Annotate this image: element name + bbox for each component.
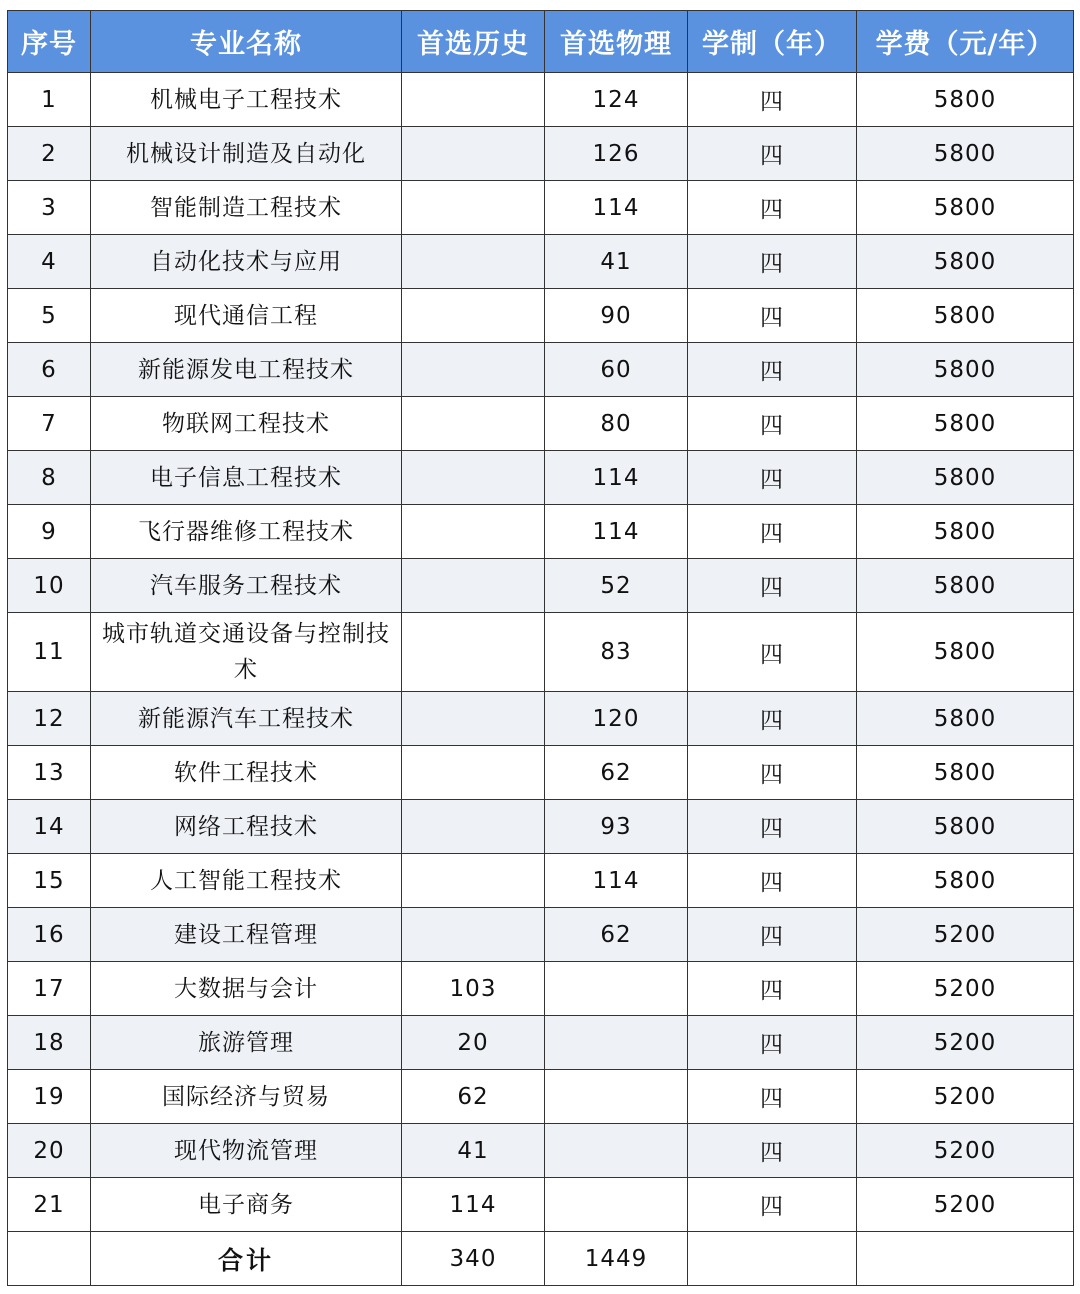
header-cell-years: 学制（年） — [688, 11, 857, 73]
row-index-cell: 2 — [8, 127, 91, 181]
fee-cell: 5200 — [857, 1124, 1074, 1178]
enrollment-table — [7, 10, 1074, 1286]
header-cell-index: 序号 — [8, 11, 91, 73]
table-row — [8, 1178, 1074, 1232]
years-cell: 四 — [688, 962, 857, 1016]
physics-count-cell: 52 — [545, 559, 688, 613]
years-cell: 四 — [688, 289, 857, 343]
row-index-cell: 21 — [8, 1178, 91, 1232]
fee-cell: 5800 — [857, 505, 1074, 559]
years-cell: 四 — [688, 1070, 857, 1124]
physics-count-cell: 114 — [545, 451, 688, 505]
total-row — [8, 1232, 1074, 1286]
major-name-cell: 软件工程技术 — [91, 746, 402, 800]
years-cell: 四 — [688, 559, 857, 613]
fee-cell: 5800 — [857, 73, 1074, 127]
history-count-cell — [402, 397, 545, 451]
row-index-cell: 17 — [8, 962, 91, 1016]
table-row — [8, 505, 1074, 559]
table-row — [8, 962, 1074, 1016]
row-index-cell: 18 — [8, 1016, 91, 1070]
table-row — [8, 181, 1074, 235]
major-name-cell: 旅游管理 — [91, 1016, 402, 1070]
physics-count-cell — [545, 962, 688, 1016]
physics-count-cell — [545, 1016, 688, 1070]
physics-count-cell: 124 — [545, 73, 688, 127]
physics-count-cell: 62 — [545, 746, 688, 800]
major-name-cell: 机械设计制造及自动化 — [91, 127, 402, 181]
physics-count-cell — [545, 1070, 688, 1124]
years-cell: 四 — [688, 1178, 857, 1232]
physics-count-cell: 114 — [545, 854, 688, 908]
years-cell: 四 — [688, 235, 857, 289]
fee-cell: 5200 — [857, 908, 1074, 962]
history-count-cell — [402, 343, 545, 397]
history-count-cell: 103 — [402, 962, 545, 1016]
table-row — [8, 559, 1074, 613]
years-cell: 四 — [688, 800, 857, 854]
fee-cell: 5800 — [857, 559, 1074, 613]
major-name-cell: 新能源汽车工程技术 — [91, 692, 402, 746]
history-count-cell — [402, 73, 545, 127]
physics-count-cell: 114 — [545, 181, 688, 235]
history-count-cell — [402, 235, 545, 289]
row-index-cell: 6 — [8, 343, 91, 397]
history-count-cell — [402, 451, 545, 505]
header-cell-history: 首选历史 — [402, 11, 545, 73]
major-name-cell: 现代通信工程 — [91, 289, 402, 343]
major-name-cell: 国际经济与贸易 — [91, 1070, 402, 1124]
fee-cell: 5800 — [857, 854, 1074, 908]
major-name-cell: 新能源发电工程技术 — [91, 343, 402, 397]
history-count-cell — [402, 692, 545, 746]
physics-count-cell: 126 — [545, 127, 688, 181]
fee-cell: 5200 — [857, 1016, 1074, 1070]
table-row — [8, 235, 1074, 289]
fee-cell: 5800 — [857, 692, 1074, 746]
history-count-cell — [402, 181, 545, 235]
years-cell: 四 — [688, 854, 857, 908]
history-count-cell — [402, 289, 545, 343]
major-name-cell: 现代物流管理 — [91, 1124, 402, 1178]
row-index-cell: 14 — [8, 800, 91, 854]
history-count-cell — [402, 800, 545, 854]
major-name-cell: 物联网工程技术 — [91, 397, 402, 451]
row-index-cell: 8 — [8, 451, 91, 505]
physics-count-cell: 114 — [545, 505, 688, 559]
header-cell-major: 专业名称 — [91, 11, 402, 73]
years-cell: 四 — [688, 343, 857, 397]
physics-count-cell: 62 — [545, 908, 688, 962]
table-row — [8, 746, 1074, 800]
row-index-cell: 9 — [8, 505, 91, 559]
row-index-cell: 19 — [8, 1070, 91, 1124]
years-cell: 四 — [688, 746, 857, 800]
major-name-cell: 电子商务 — [91, 1178, 402, 1232]
enrollment-table-container — [7, 10, 1073, 1286]
major-name-cell: 自动化技术与应用 — [91, 235, 402, 289]
fee-cell: 5200 — [857, 1178, 1074, 1232]
table-row — [8, 613, 1074, 692]
fee-cell: 5800 — [857, 343, 1074, 397]
years-cell: 四 — [688, 908, 857, 962]
physics-count-cell: 60 — [545, 343, 688, 397]
major-name-cell: 电子信息工程技术 — [91, 451, 402, 505]
major-name-cell: 飞行器维修工程技术 — [91, 505, 402, 559]
row-index-cell: 16 — [8, 908, 91, 962]
fee-cell: 5800 — [857, 127, 1074, 181]
physics-count-cell: 90 — [545, 289, 688, 343]
total-physics-cell: 1449 — [545, 1232, 688, 1286]
major-name-cell: 汽车服务工程技术 — [91, 559, 402, 613]
major-name-cell: 网络工程技术 — [91, 800, 402, 854]
years-cell: 四 — [688, 1124, 857, 1178]
table-body — [8, 73, 1074, 1286]
physics-count-cell — [545, 1124, 688, 1178]
history-count-cell — [402, 559, 545, 613]
table-row — [8, 127, 1074, 181]
major-name-cell: 机械电子工程技术 — [91, 73, 402, 127]
row-index-cell: 4 — [8, 235, 91, 289]
row-index-cell: 10 — [8, 559, 91, 613]
fee-cell: 5800 — [857, 181, 1074, 235]
row-index-cell: 11 — [8, 613, 91, 692]
fee-cell: 5800 — [857, 746, 1074, 800]
years-cell: 四 — [688, 613, 857, 692]
history-count-cell: 114 — [402, 1178, 545, 1232]
fee-cell: 5200 — [857, 962, 1074, 1016]
years-cell: 四 — [688, 692, 857, 746]
major-name-cell: 城市轨道交通设备与控制技术 — [91, 613, 402, 692]
physics-count-cell — [545, 1178, 688, 1232]
physics-count-cell: 83 — [545, 613, 688, 692]
years-cell: 四 — [688, 127, 857, 181]
table-row — [8, 289, 1074, 343]
physics-count-cell: 93 — [545, 800, 688, 854]
total-history-cell: 340 — [402, 1232, 545, 1286]
history-count-cell — [402, 854, 545, 908]
table-row — [8, 73, 1074, 127]
physics-count-cell: 41 — [545, 235, 688, 289]
physics-count-cell: 120 — [545, 692, 688, 746]
fee-cell: 5200 — [857, 1070, 1074, 1124]
history-count-cell: 41 — [402, 1124, 545, 1178]
fee-cell: 5800 — [857, 397, 1074, 451]
header-cell-fee: 学费（元/年） — [857, 11, 1074, 73]
history-count-cell: 20 — [402, 1016, 545, 1070]
table-row — [8, 692, 1074, 746]
history-count-cell: 62 — [402, 1070, 545, 1124]
table-row — [8, 1124, 1074, 1178]
history-count-cell — [402, 127, 545, 181]
table-row — [8, 854, 1074, 908]
total-years-cell — [688, 1232, 857, 1286]
table-row — [8, 1016, 1074, 1070]
row-index-cell: 15 — [8, 854, 91, 908]
history-count-cell — [402, 613, 545, 692]
years-cell: 四 — [688, 505, 857, 559]
row-index-cell: 13 — [8, 746, 91, 800]
history-count-cell — [402, 908, 545, 962]
years-cell: 四 — [688, 1016, 857, 1070]
fee-cell: 5800 — [857, 800, 1074, 854]
years-cell: 四 — [688, 397, 857, 451]
fee-cell: 5800 — [857, 235, 1074, 289]
fee-cell: 5800 — [857, 289, 1074, 343]
history-count-cell — [402, 505, 545, 559]
major-name-cell: 大数据与会计 — [91, 962, 402, 1016]
row-index-cell: 7 — [8, 397, 91, 451]
history-count-cell — [402, 746, 545, 800]
total-fee-cell — [857, 1232, 1074, 1286]
major-name-cell: 建设工程管理 — [91, 908, 402, 962]
table-row — [8, 908, 1074, 962]
major-name-cell: 智能制造工程技术 — [91, 181, 402, 235]
table-row — [8, 343, 1074, 397]
major-name-cell: 人工智能工程技术 — [91, 854, 402, 908]
fee-cell: 5800 — [857, 451, 1074, 505]
table-row — [8, 451, 1074, 505]
total-index-cell — [8, 1232, 91, 1286]
physics-count-cell: 80 — [545, 397, 688, 451]
years-cell: 四 — [688, 73, 857, 127]
total-label-cell: 合计 — [91, 1232, 402, 1286]
table-row — [8, 1070, 1074, 1124]
row-index-cell: 1 — [8, 73, 91, 127]
row-index-cell: 3 — [8, 181, 91, 235]
years-cell: 四 — [688, 181, 857, 235]
table-row — [8, 800, 1074, 854]
header-row — [8, 11, 1074, 73]
fee-cell: 5800 — [857, 613, 1074, 692]
years-cell: 四 — [688, 451, 857, 505]
table-row — [8, 397, 1074, 451]
row-index-cell: 12 — [8, 692, 91, 746]
header-cell-physics: 首选物理 — [545, 11, 688, 73]
row-index-cell: 20 — [8, 1124, 91, 1178]
row-index-cell: 5 — [8, 289, 91, 343]
